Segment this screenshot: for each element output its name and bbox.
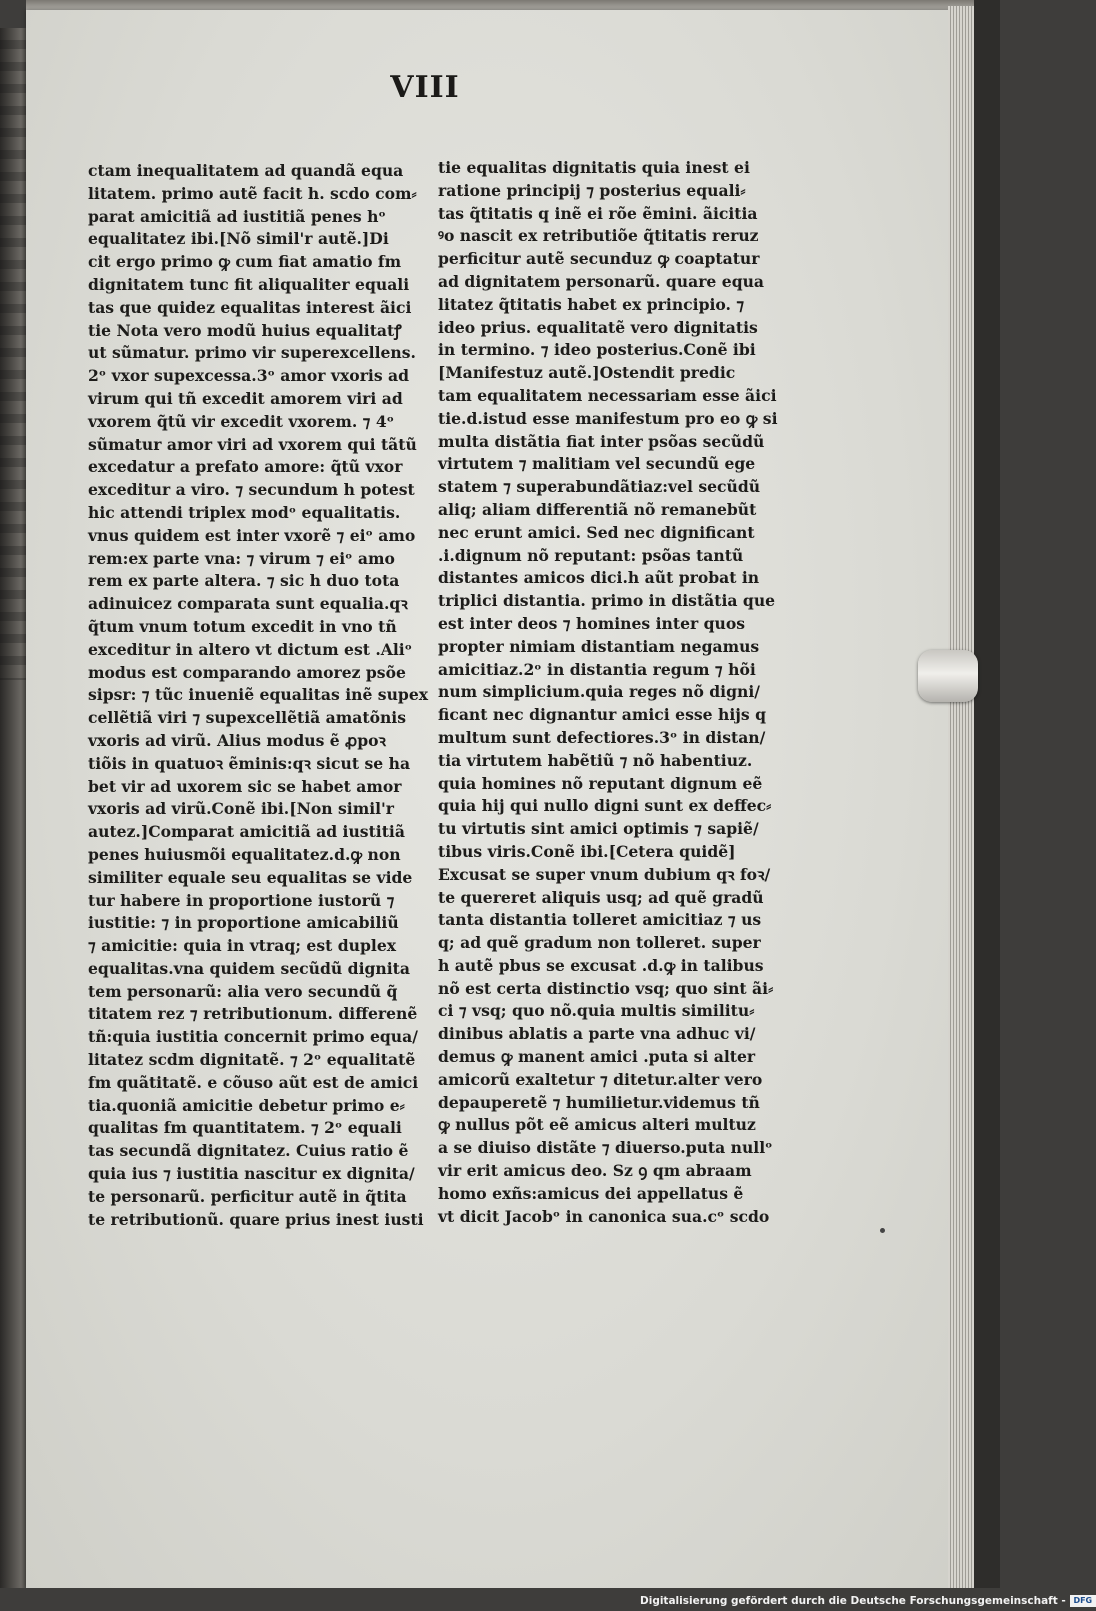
text-line: amicorũ exaltetur ⁊ ditetur.alter vero bbox=[438, 1069, 763, 1089]
dfg-logo: DFG bbox=[1070, 1595, 1096, 1607]
text-line: propter nimiam distantiam negamus bbox=[438, 636, 760, 656]
text-line: tie Nota vero modũ huius equalitatꝭ bbox=[88, 320, 402, 340]
text-line: hic attendi triplex modᵒ equalitatis. bbox=[88, 502, 401, 522]
text-line: quia homines nõ reputant dignum eẽ bbox=[438, 773, 763, 793]
text-line: autez.]Comparat amicitiã ad iustitiã bbox=[88, 822, 405, 842]
text-line: ꝙ nullus põt eẽ amicus alteri multuz bbox=[438, 1115, 756, 1135]
page-stack-edge bbox=[948, 6, 974, 1588]
book-cover-edge bbox=[974, 0, 1000, 1611]
text-line: cit ergo primo ꝙ cum fiat amatio fm bbox=[88, 252, 402, 272]
text-line: litatez scdm dignitatẽ. ⁊ 2ᵒ equalitatẽ bbox=[88, 1050, 416, 1070]
text-line: amicitiaz.2ᵒ in distantia regum ⁊ hõi bbox=[438, 659, 756, 679]
text-line: tiõis in quatuoꝛ ẽminis:qꝛ sicut se ha bbox=[88, 753, 411, 773]
text-line: vxorem q̃tũ vir excedit vxorem. ⁊ 4ᵒ bbox=[88, 411, 394, 431]
text-line: equalitatez ibi.[Nõ simil'r autẽ.]Di bbox=[88, 229, 389, 249]
text-line: demus ꝙ manent amici .puta si alter bbox=[438, 1047, 756, 1067]
text-line: ⁊ amicitie: quia in vtraq; est duplex bbox=[88, 936, 397, 956]
text-line: ut sũmatur. primo vir superexcellens. bbox=[88, 343, 416, 363]
text-line: equalitas.vna quidem secũdũ dignita bbox=[88, 958, 410, 978]
text-line: ci ⁊ vsq; quo nõ.quia multis similitu⸗ bbox=[438, 1001, 755, 1021]
text-line: q̃tum vnum totum excedit in vno tñ bbox=[88, 616, 397, 636]
text-line: penes huiusmõi equalitatez.d.ꝙ non bbox=[88, 844, 401, 864]
text-line: similiter equale seu equalitas se vide bbox=[88, 867, 413, 887]
text-column-left bbox=[88, 160, 429, 1231]
text-line: tia virtutem habẽtiũ ⁊ nõ habentiuz. bbox=[438, 750, 753, 770]
text-line: nõ est certa distinctio vsq; quo sint ãi⸗ bbox=[438, 978, 774, 998]
text-line: h autẽ pbus se excusat .d.ꝙ in talibus bbox=[438, 955, 764, 975]
text-line: [Manifestuz autẽ.]Ostendit predic bbox=[438, 363, 736, 383]
text-line: tie equalitas dignitatis quia inest ei bbox=[438, 158, 750, 177]
text-line: triplici distantia. primo in distãtia que bbox=[438, 591, 776, 611]
text-line: ratione principij ⁊ posterius equali⸗ bbox=[438, 180, 746, 200]
text-line: vxoris ad virũ.Conẽ ibi.[Non simil'r bbox=[88, 799, 395, 819]
digitization-credit bbox=[640, 1593, 1096, 1609]
text-line: qualitas fm quantitatem. ⁊ 2ᵒ equali bbox=[88, 1118, 402, 1138]
text-line: a se diuiso distãte ⁊ diuerso.puta nullᵒ bbox=[438, 1138, 773, 1158]
text-line: te personarũ. perficitur autẽ in q̃tita bbox=[88, 1186, 407, 1206]
text-line: tem personarũ: alia vero secundũ q̃ bbox=[88, 981, 398, 1001]
text-line: litatem. primo autẽ facit h. scdo com⸗ bbox=[88, 183, 417, 203]
text-line: q; ad quẽ gradum non tolleret. super bbox=[438, 933, 761, 953]
text-line: multa distãtia fiat inter psõas secũdũ bbox=[438, 431, 765, 451]
text-line: Excusat se super vnum dubium qꝛ foꝛ/ bbox=[438, 864, 771, 884]
text-line: tas q̃titatis q inẽ ei rõe ẽmini. ãicitia bbox=[438, 203, 758, 223]
text-line: perficitur autẽ secunduz ꝙ coaptatur bbox=[438, 249, 760, 269]
text-line: excedatur a prefato amore: q̃tũ vxor bbox=[88, 457, 403, 477]
text-line: modus est comparando amorez psõe bbox=[88, 662, 406, 682]
text-line: tie.d.istud esse manifestum pro eo ꝙ si bbox=[438, 408, 778, 428]
credit-text: Digitalisierung gefördert durch die Deutsche Forschungsgemeinschaft - bbox=[640, 1595, 1066, 1607]
text-line: iustitie: ⁊ in proportione amicabiliũ bbox=[88, 913, 399, 933]
text-line: vxoris ad virũ. Alius modus ẽ ꝓpoꝛ bbox=[88, 730, 386, 750]
text-line: nec erunt amici. Sed nec dignificant bbox=[438, 522, 755, 542]
text-line: vnus quidem est inter vxorẽ ⁊ eiᵒ amo bbox=[88, 525, 416, 545]
text-line: tñ:quia iustitia concernit primo equa/ bbox=[88, 1027, 418, 1047]
text-line: fm quãtitatẽ. e cõuso aũt est de amici bbox=[88, 1072, 419, 1092]
text-line: tur habere in proportione iustorũ ⁊ bbox=[88, 890, 395, 910]
text-line: in termino. ⁊ ideo posterius.Conẽ ibi bbox=[438, 340, 756, 360]
text-line: vt dicit Jacobᵒ in canonica sua.cᵒ scdo bbox=[438, 1206, 770, 1226]
text-line: dinibus ablatis a parte vna adhuc vi/ bbox=[438, 1024, 756, 1044]
text-line: homo exñs:amicus dei appellatus ẽ bbox=[438, 1183, 744, 1203]
text-line: tu virtutis sint amici optimis ⁊ sapiẽ/ bbox=[438, 819, 759, 839]
text-line: ctam inequalitatem ad quandã equa bbox=[88, 161, 404, 180]
text-line: sũmatur amor viri ad vxorem qui tãtũ bbox=[88, 434, 417, 454]
text-line: tibus viris.Conẽ ibi.[Cetera quidẽ] bbox=[438, 841, 736, 861]
facing-page-text bbox=[0, 40, 28, 680]
text-line: aliq; aliam differentiã nõ remanebũt bbox=[438, 499, 757, 519]
text-line: ꝰo nascit ex retributiõe q̃titatis reruz bbox=[438, 226, 759, 246]
text-line: bet vir ad uxorem sic se habet amor bbox=[88, 776, 402, 796]
text-line: cellẽtiã viri ⁊ supexcellẽtiã amatõnis bbox=[88, 708, 407, 728]
text-line: tas que quidez equalitas interest ãici bbox=[88, 297, 412, 317]
text-line: adinuicez comparata sunt equalia.qꝛ bbox=[88, 594, 408, 614]
text-line: te retributionũ. quare prius inest iusti bbox=[88, 1209, 424, 1229]
text-line: tas secundã dignitatez. Cuius ratio ẽ bbox=[88, 1141, 409, 1161]
text-line: dignitatem tunc fit aliqualiter equali bbox=[88, 274, 410, 294]
text-line: exceditur in altero vt dictum est .Aliᵒ bbox=[88, 639, 413, 659]
text-line: tam equalitatem necessariam esse ãici bbox=[438, 385, 777, 405]
text-line: quia hij qui nullo digni sunt ex deffec⸗ bbox=[438, 796, 772, 816]
text-line: num simplicium.quia reges nõ digni/ bbox=[438, 682, 760, 702]
text-line: est inter deos ⁊ homines inter quos bbox=[438, 613, 746, 633]
text-line: tia.quoniã amicitie debetur primo e⸗ bbox=[88, 1095, 405, 1115]
text-line: quia ius ⁊ iustitia nascitur ex dignita/ bbox=[88, 1164, 415, 1184]
text-line: distantes amicos dici.h aũt probat in bbox=[438, 568, 760, 588]
text-line: vir erit amicus deo. Sz ꝯ qm abraam bbox=[438, 1161, 752, 1181]
ink-spot bbox=[880, 1228, 885, 1233]
text-line: virum qui tñ excedit amorem viri ad bbox=[88, 388, 403, 408]
text-line: depauperetẽ ⁊ humilietur.videmus tñ bbox=[438, 1092, 760, 1112]
text-line: rem:ex parte vna: ⁊ virum ⁊ eiᵒ amo bbox=[88, 548, 395, 568]
text-column-right bbox=[438, 157, 778, 1228]
text-line: sipsr: ⁊ tũc inueniẽ equalitas inẽ supex bbox=[88, 685, 429, 705]
text-line: multum sunt defectiores.3ᵒ in distan/ bbox=[438, 727, 766, 747]
text-line: tanta distantia tolleret amicitiaz ⁊ us bbox=[438, 910, 762, 930]
page-clip bbox=[918, 650, 978, 702]
text-line: rem ex parte altera. ⁊ sic h duo tota bbox=[88, 571, 400, 591]
text-line: litatez q̃titatis habet ex principio. ⁊ bbox=[438, 294, 745, 314]
text-line: .i.dignum nõ reputant: psõas tantũ bbox=[438, 545, 744, 565]
text-line: parat amicitiã ad iustitiã penes hᵒ bbox=[88, 206, 386, 226]
text-line: 2ᵒ vxor supexcessa.3ᵒ amor vxoris ad bbox=[88, 366, 410, 386]
text-line: virtutem ⁊ malitiam vel secundũ ege bbox=[438, 454, 756, 474]
text-line: titatem rez ⁊ retributionum. differenẽ bbox=[88, 1004, 418, 1024]
text-line: ficant nec dignantur amici esse hijs q bbox=[438, 705, 767, 725]
text-line: te quereret aliquis usq; ad quẽ gradũ bbox=[438, 887, 764, 907]
text-line: statem ⁊ superabundãtiaz:vel secũdũ bbox=[438, 477, 761, 497]
text-line: ad dignitatem personarũ. quare equa bbox=[438, 271, 765, 291]
folio-number: VIII bbox=[390, 70, 460, 105]
text-line: ideo prius. equalitatẽ vero dignitatis bbox=[438, 317, 758, 337]
text-line: exceditur a viro. ⁊ secundum h potest bbox=[88, 480, 415, 500]
